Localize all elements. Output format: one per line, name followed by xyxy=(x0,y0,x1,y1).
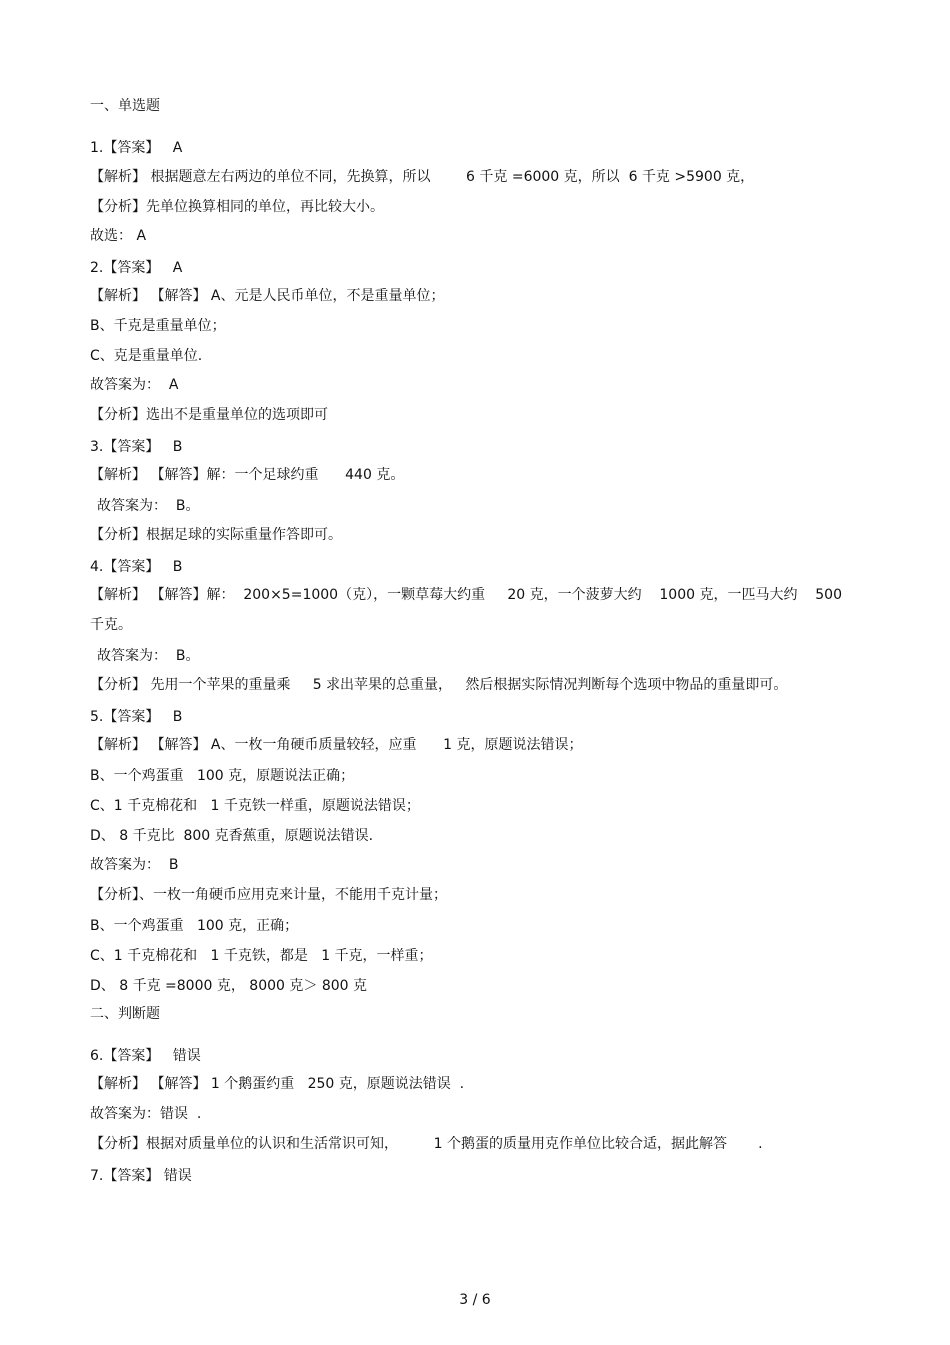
analysis-line: 【解析】 【解答】 1 个鹅蛋约重 250 克，原题说法错误 . xyxy=(90,1076,465,1092)
analysis-line: 【解析】 【解答】 A、一枚一角硬币质量较轻，应重 1 克，原题说法错误； xyxy=(90,737,583,753)
analysis-line: B、千克是重量单位； xyxy=(90,318,226,334)
conclusion-line: 故选： A xyxy=(90,228,147,244)
analysis-line: 【解析】 【解答】解： 200×5=1000（克），一颗草莓大约重 20 克，一个菠萝大约 1000 克，一匹马大约 500 xyxy=(90,587,842,603)
analysis-line: B、一个鸡蛋重 100 克，原题说法正确； xyxy=(90,768,355,784)
answer-line: 3.【答案】 B xyxy=(90,439,183,455)
conclusion-line: 故答案为：错误 . xyxy=(90,1106,202,1122)
conclusion-line: 故答案为： A xyxy=(90,377,179,393)
page-number: 3 / 6 xyxy=(459,1292,491,1308)
analysis-line: B、一个鸡蛋重 100 克，正确； xyxy=(90,918,299,934)
analysis-line: D、 8 千克比 800 克香蕉重，原题说法错误. xyxy=(90,828,374,844)
section-heading-true-false: 二、判断题 xyxy=(90,1006,160,1022)
analysis-line: 【分析】、一枚一角硬币应用克来计量，不能用千克计量； xyxy=(90,887,447,903)
analysis-line: 【解析】 【解答】解：一个足球约重 440 克。 xyxy=(90,467,405,483)
analysis-line: 【解析】 根据题意左右两边的单位不同，先换算，所以 6 千克 =6000 克，所以 6 千克 >5900 克， xyxy=(90,169,755,185)
answer-line: 4.【答案】 B xyxy=(90,559,183,575)
conclusion-line: 故答案为： B。 xyxy=(97,498,200,514)
analysis-line: 【解析】 【解答】 A、元是人民币单位，不是重量单位； xyxy=(90,288,445,304)
section-heading-single-choice: 一、单选题 xyxy=(90,98,160,114)
analysis-line: 【分析】先单位换算相同的单位，再比较大小。 xyxy=(90,199,384,215)
analysis-line: 千克。 xyxy=(90,617,132,633)
analysis-line: C、1 千克棉花和 1 千克铁，都是 1 千克，一样重； xyxy=(90,948,433,964)
conclusion-line: 故答案为： B。 xyxy=(97,648,200,664)
answer-line: 2.【答案】 A xyxy=(90,260,183,276)
conclusion-line: 故答案为： B xyxy=(90,857,179,873)
answer-line: 7.【答案】 错误 xyxy=(90,1168,192,1184)
analysis-line: 【分析】 先用一个苹果的重量乘 5 求出苹果的总重量， 然后根据实际情况判断每个选项中物品的重量即可。 xyxy=(90,677,788,693)
analysis-line: 【分析】根据对质量单位的认识和生活常识可知， 1 个鹅蛋的质量用克作单位比较合适，据此解答 . xyxy=(90,1136,763,1152)
analysis-line: 【分析】选出不是重量单位的选项即可 xyxy=(90,407,328,423)
answer-line: 6.【答案】 错误 xyxy=(90,1048,201,1064)
analysis-line: 【分析】根据足球的实际重量作答即可。 xyxy=(90,527,342,543)
answer-line: 1.【答案】 A xyxy=(90,140,183,156)
answer-line: 5.【答案】 B xyxy=(90,709,183,725)
analysis-line: C、克是重量单位. xyxy=(90,348,203,364)
analysis-line: D、 8 千克 =8000 克， 8000 克＞ 800 克 xyxy=(90,978,367,994)
analysis-line: C、1 千克棉花和 1 千克铁一样重，原题说法错误； xyxy=(90,798,420,814)
